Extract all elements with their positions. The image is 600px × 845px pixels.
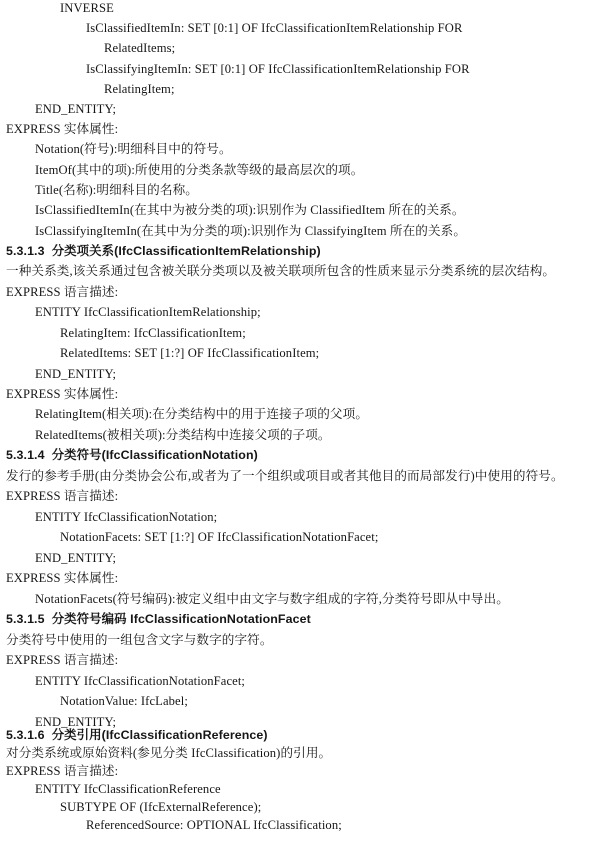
paragraph: 对分类系统或原始资料(参见分类 IfcClassification)的引用。 [6,746,332,760]
code-line: RelatedItems; [104,41,176,55]
attribute-description: Title(名称):明细科目的名称。 [35,183,198,197]
attribute-description: NotationFacets(符号编码):被定义组中由文字与数字组成的字符,分类符号即从中导出。 [35,592,509,606]
code-line: ReferencedSource: OPTIONAL IfcClassification; [86,818,342,832]
attribute-description: IsClassifiedItemIn(在其中为被分类的项):识别作为 ClassifiedItem 所在的关系。 [35,203,465,217]
code-line: ENTITY IfcClassificationReference [35,782,221,796]
section-heading [6,726,268,744]
attribute-description: ItemOf(其中的项):所使用的分类条款等级的最高层次的项。 [35,163,364,177]
attribute-description: RelatedItems(被相关项):分类结构中连接父项的子项。 [35,428,331,442]
keyword-inverse: INVERSE [60,1,114,15]
attributes-heading: EXPRESS 实体属性: [6,122,119,136]
paragraph: 分类符号中使用的一组包含文字与数字的字符。 [6,633,273,647]
code-line: END_ENTITY; [35,715,117,729]
express-heading: EXPRESS 语言描述: [6,764,119,778]
section-heading [6,445,258,466]
section-number: 5.3.1.4 [6,448,45,462]
code-line: END_ENTITY; [35,367,117,381]
code-line: NotationFacets: SET [1:?] OF IfcClassificationNotationFacet; [60,530,379,544]
attribute-description: RelatingItem(相关项):在分类结构中的用于连接子项的父项。 [35,407,369,421]
code-line: ENTITY IfcClassificationNotation; [35,510,218,524]
express-heading: EXPRESS 语言描述: [6,285,119,299]
code-line: ENTITY IfcClassificationNotationFacet; [35,674,246,688]
paragraph: 发行的参考手册(由分类协会公布,或者为了一个组织或项目或者其他目的而局部发行)中使用的符号。 [6,469,564,483]
section-title: 分类项关系(IfcClassificationItemRelationship) [51,244,321,258]
section-number: 5.3.1.3 [6,244,45,258]
attribute-description: Notation(符号):明细科目中的符号。 [35,142,232,156]
section-heading [6,609,311,630]
section-title: 分类符号(IfcClassificationNotation) [51,448,258,462]
section-title: 分类符号编码 IfcClassificationNotationFacet [51,612,311,626]
code-line: END_ENTITY; [35,551,117,565]
code-line: NotationValue: IfcLabel; [60,694,188,708]
code-line: IsClassifyingItemIn: SET [0:1] OF IfcClassificationItemRelationship FOR [86,62,470,76]
section-title: 分类引用(IfcClassificationReference) [51,728,268,742]
code-line: END_ENTITY; [35,102,117,116]
attribute-description: IsClassifyingItemIn(在其中为分类的项):识别作为 ClassifyingItem 所在的关系。 [35,224,467,238]
paragraph: 一种关系类,该关系通过包含被关联分类项以及被关联项所包含的性质来显示分类系统的层次结构。 [6,264,556,278]
code-line: RelatingItem: IfcClassificationItem; [60,326,246,340]
attributes-heading: EXPRESS 实体属性: [6,387,119,401]
section-heading [6,241,321,262]
code-line: ENTITY IfcClassificationItemRelationship; [35,305,261,319]
express-heading: EXPRESS 语言描述: [6,489,119,503]
express-heading: EXPRESS 语言描述: [6,653,119,667]
code-line: RelatedItems: SET [1:?] OF IfcClassificationItem; [60,346,320,360]
code-line: RelatingItem; [104,82,175,96]
code-line: SUBTYPE OF (IfcExternalReference); [60,800,262,814]
section-number: 5.3.1.5 [6,612,45,626]
section-number: 5.3.1.6 [6,728,45,742]
attributes-heading: EXPRESS 实体属性: [6,571,119,585]
code-line: IsClassifiedItemIn: SET [0:1] OF IfcClassificationItemRelationship FOR [86,21,463,35]
